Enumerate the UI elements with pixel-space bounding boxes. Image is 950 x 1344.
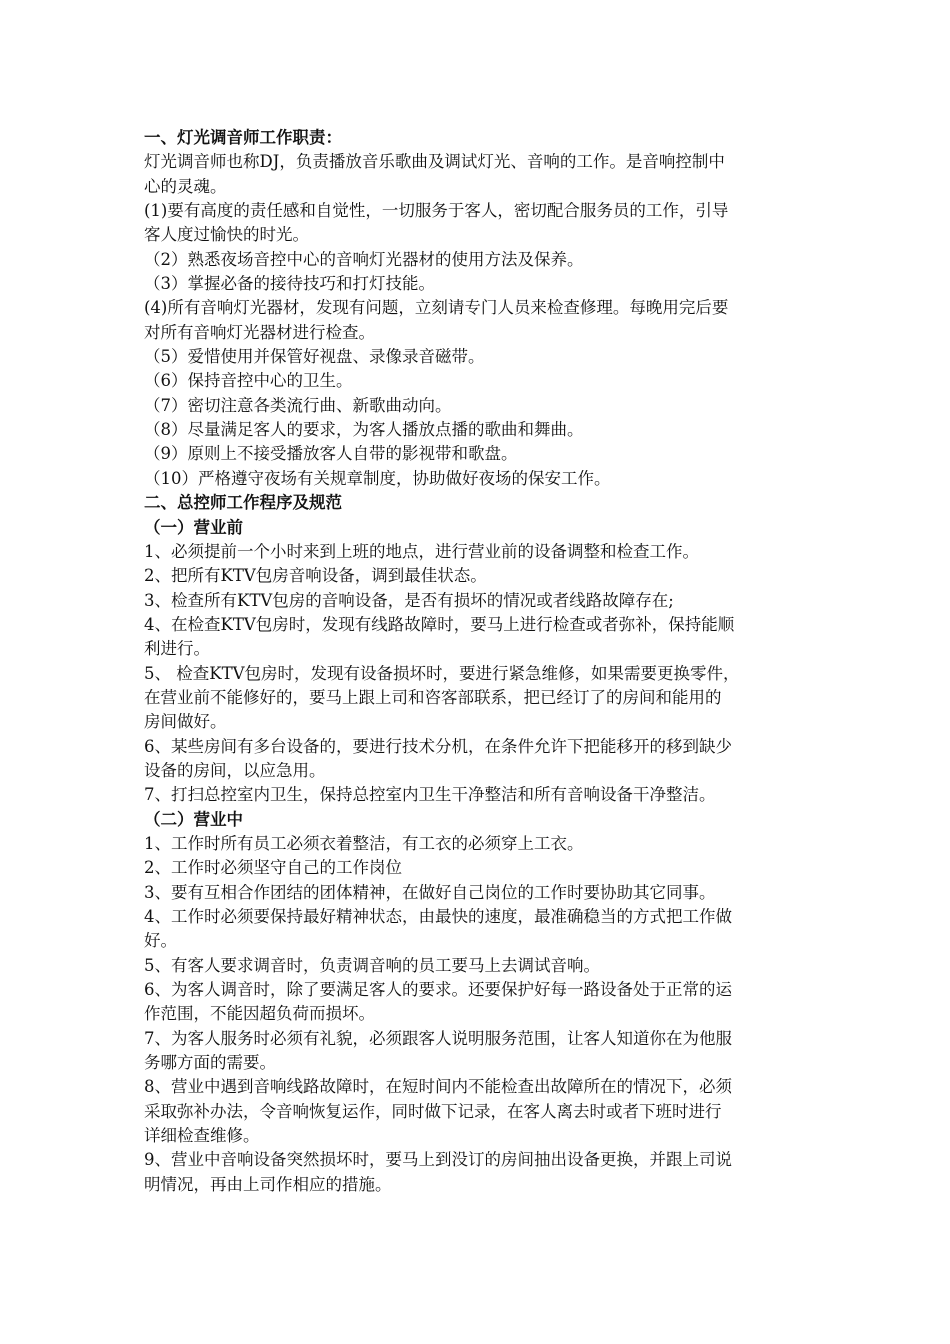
text-line: （2）熟悉夜场音控中心的音响灯光器材的使用方法及保养。 xyxy=(144,249,584,269)
text-line: 5、有客人要求调音时，负责调音响的员工要马上去调试音响。 xyxy=(144,955,600,975)
text-line: （5）爱惜使用并保管好视盘、录像录音磁带。 xyxy=(144,347,485,367)
text-line: 心的灵魂。 xyxy=(144,176,227,196)
section-heading: 一、灯光调音师工作职责： xyxy=(144,128,342,147)
text-line: （7）密切注意各类流行曲、新歌曲动向。 xyxy=(144,395,452,415)
text-line: 7、打扫总控室内卫生，保持总控室内卫生干净整洁和所有音响设备干净整洁。 xyxy=(144,785,716,805)
text-line: （6）保持音控中心的卫生。 xyxy=(144,371,353,391)
text-line: 务哪方面的需要。 xyxy=(144,1053,276,1073)
text-line: (1)要有高度的责任感和自觉性，一切服务于客人，密切配合服务员的工作，引导 xyxy=(144,201,729,221)
text-line: 详细检查维修。 xyxy=(144,1126,260,1146)
subsection2-body xyxy=(144,832,812,1197)
text-line: 好。 xyxy=(144,931,177,951)
text-line: 房间做好。 xyxy=(144,712,227,732)
document-page xyxy=(144,126,812,1197)
text-line: 在营业前不能修好的，要马上跟上司和咨客部联系，把已经订了的房间和能用的 xyxy=(144,687,722,707)
text-line: (4)所有音响灯光器材，发现有问题，立刻请专门人员来检查修理。每晚用完后要 xyxy=(144,298,729,318)
text-line: 1、工作时所有员工必须衣着整洁，有工衣的必须穿上工衣。 xyxy=(144,833,584,853)
subsection-heading: （二）营业中 xyxy=(144,809,243,829)
section1-body xyxy=(144,150,812,491)
text-line: 采取弥补办法，令音响恢复运作，同时做下记录，在客人离去时或者下班时进行 xyxy=(144,1101,722,1121)
section-heading: 二、总控师工作程序及规范 xyxy=(144,493,342,513)
subsection1-body xyxy=(144,540,812,808)
text-line: 6、为客人调音时，除了要满足客人的要求。还要保护好每一路设备处于正常的运 xyxy=(144,980,732,1000)
text-line: （3）掌握必备的接待技巧和打灯技能。 xyxy=(144,274,435,294)
text-line: 3、要有互相合作团结的团体精神，在做好自己岗位的工作时要协助其它同事。 xyxy=(144,882,716,902)
text-line: 利进行。 xyxy=(144,639,210,659)
text-line: 作范围，不能因超负荷而损坏。 xyxy=(144,1004,375,1024)
text-line: 1、必须提前一个小时来到上班的地点，进行营业前的设备调整和检查工作。 xyxy=(144,541,699,561)
text-line: （8）尽量满足客人的要求，为客人播放点播的歌曲和舞曲。 xyxy=(144,420,584,440)
text-line: 对所有音响灯光器材进行检查。 xyxy=(144,322,375,342)
text-line: 5、 检查KTV包房时，发现有设备损坏时，要进行紧急维修，如果需要更换零件， xyxy=(144,663,740,683)
text-line: 7、为客人服务时必须有礼貌，必须跟客人说明服务范围，让客人知道你在为他服 xyxy=(144,1028,732,1048)
text-line: 明情况，再由上司作相应的措施。 xyxy=(144,1174,392,1194)
text-line: 客人度过愉快的时光。 xyxy=(144,225,309,245)
text-line: 灯光调音师也称DJ，负责播放音乐歌曲及调试灯光、音响的工作。是音响控制中 xyxy=(144,152,725,172)
text-line: 6、某些房间有多台设备的，要进行技术分机，在条件允许下把能移开的移到缺少 xyxy=(144,736,732,756)
text-line: 设备的房间，以应急用。 xyxy=(144,760,326,780)
text-line: 4、在检查KTV包房时，发现有线路故障时，要马上进行检查或者弥补，保持能顺 xyxy=(144,614,735,634)
text-line: 3、检查所有KTV包房的音响设备，是否有损坏的情况或者线路故障存在; xyxy=(144,590,674,610)
text-line: 8、营业中遇到音响线路故障时，在短时间内不能检查出故障所在的情况下，必须 xyxy=(144,1077,732,1097)
text-line: （9）原则上不接受播放客人自带的影视带和歌盘。 xyxy=(144,444,518,464)
text-line: 2、工作时必须坚守自己的工作岗位 xyxy=(144,858,402,878)
text-line: 9、营业中音响设备突然损坏时，要马上到没订的房间抽出设备更换，并跟上司说 xyxy=(144,1150,732,1170)
text-line: （10）严格遵守夜场有关规章制度，协助做好夜场的保安工作。 xyxy=(144,468,611,488)
subsection-heading: （一）营业前 xyxy=(144,517,243,537)
text-line: 2、把所有KTV包房音响设备，调到最佳状态。 xyxy=(144,566,487,586)
text-line: 4、工作时必须要保持最好精神状态，由最快的速度，最准确稳当的方式把工作做 xyxy=(144,907,732,926)
